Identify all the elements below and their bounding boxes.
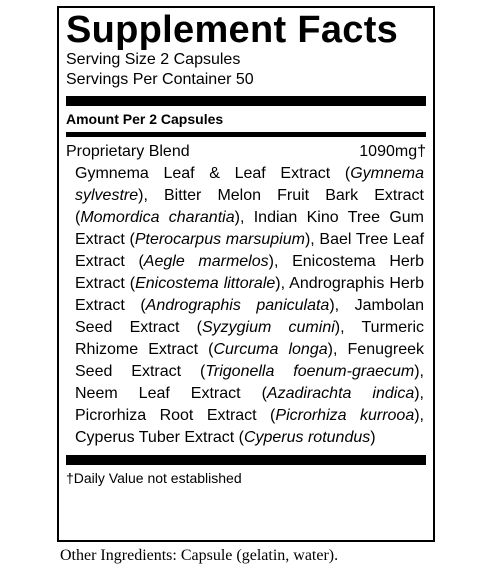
medium-divider [66, 132, 426, 137]
blend-name: Proprietary Blend [66, 143, 190, 160]
serving-size: Serving Size 2 Capsules [66, 51, 241, 68]
ingredient-name: Indian Kino Tree Gum Extract ( [75, 209, 425, 248]
ingredient-list [66, 163, 426, 449]
ingredient-scientific-name: Curcuma longa [213, 341, 328, 358]
ingredient-name: Cyperus Tuber Extract ( [75, 429, 244, 446]
ingredient-scientific-name: Enicostema littorale [135, 275, 276, 292]
ingredient-name: Fenugreek Seed Extract ( [75, 341, 425, 380]
ingredient-name: Turmeric Rhizome Extract ( [75, 319, 425, 358]
ingredient-scientific-name: Azadirachta indica [266, 385, 415, 402]
servings-per-container: Servings Per Container 50 [66, 71, 254, 88]
ingredient-scientific-name: Cyperus rotundus [243, 429, 371, 446]
panel-title: Supplement Facts [66, 9, 399, 51]
ingredient-separator: ), [414, 363, 424, 380]
ingredient-scientific-name: Momordica charantia [80, 209, 235, 226]
ingredient-name: Andrographis Herb Extract ( [75, 275, 425, 314]
thick-divider-bottom [66, 455, 426, 465]
blend-amount: 1090mg† [359, 143, 426, 160]
ingredient-separator: ), [275, 275, 290, 292]
ingredient-scientific-name: Trigonella foenum-graecum [205, 363, 415, 380]
ingredient-separator: ), [329, 297, 355, 314]
ingredient-scientific-name: Pterocarpus marsupium [134, 231, 305, 248]
supplement-facts-panel [57, 6, 435, 542]
ingredient-name: Enicostema Herb Extract ( [75, 253, 425, 292]
amount-header: Amount Per 2 Capsules [66, 111, 224, 127]
ingredient-scientific-name: Andrographis paniculata [145, 297, 330, 314]
daily-value-note: †Daily Value not established [66, 470, 242, 486]
other-ingredients: Other Ingredients: Capsule (gelatin, water). [60, 547, 339, 564]
ingredient-separator: ), [327, 341, 348, 358]
ingredient-name: Bitter Melon Fruit Bark Extract ( [75, 187, 425, 226]
ingredient-separator: ), [304, 231, 320, 248]
ingredient-scientific-name: Syzygium cumini [201, 319, 335, 336]
ingredient-name: Neem Leaf Extract ( [75, 385, 267, 402]
ingredient-separator: ), [234, 209, 254, 226]
ingredient-separator: ), [414, 385, 424, 402]
ingredient-name: Picrorhiza Root Extract ( [75, 407, 276, 424]
ingredient-name: Gymnema Leaf & Leaf Extract ( [75, 165, 351, 182]
ingredient-scientific-name: Picrorhiza kurrooa [275, 407, 415, 424]
ingredient-separator: ) [370, 429, 376, 446]
thick-divider [66, 96, 426, 106]
ingredient-name: Bael Tree Leaf Extract ( [75, 231, 425, 270]
ingredient-scientific-name: Gymnema sylvestre [75, 165, 424, 204]
ingredient-separator: ), [138, 187, 164, 204]
blend-row [66, 141, 426, 163]
ingredient-scientific-name: Aegle marmelos [143, 253, 269, 270]
ingredient-separator: ), [334, 319, 362, 336]
ingredient-separator: ), [414, 407, 424, 424]
ingredient-separator: ), [268, 253, 293, 270]
ingredient-name: Jambolan Seed Extract ( [75, 297, 424, 336]
